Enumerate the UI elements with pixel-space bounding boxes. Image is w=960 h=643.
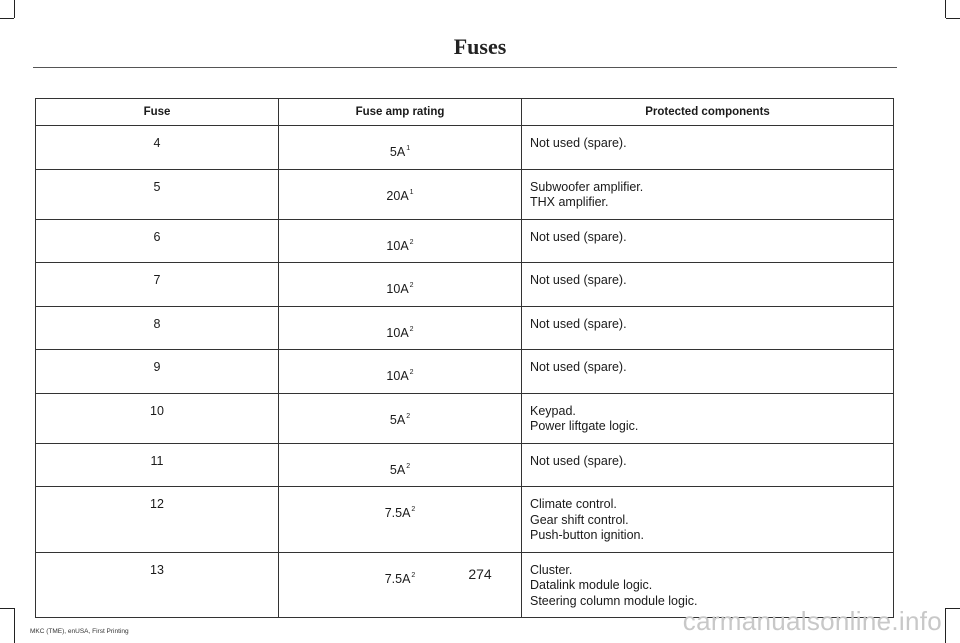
table-row: [36, 306, 894, 350]
footnote-marker: 2: [411, 571, 416, 579]
component-line: Steering column module logic.: [530, 593, 698, 608]
fuse-amp-rating: [279, 487, 522, 553]
crop-mark-bottom-left-v: [14, 608, 15, 643]
crop-mark-top-left-h: [0, 18, 14, 19]
fuse-number: 8: [36, 306, 279, 350]
protected-components: [522, 169, 894, 219]
footnote-marker: 2: [409, 238, 414, 246]
page-title: Fuses: [453, 34, 507, 59]
page-number: 274: [468, 566, 492, 582]
amp-value: 10A: [386, 282, 409, 296]
component-line: Gear shift control.: [530, 512, 629, 527]
amp-value: 20A: [386, 188, 409, 203]
fuse-number: 12: [36, 487, 279, 553]
fuse-number: 6: [36, 219, 279, 263]
amp-value: 7.5A: [384, 506, 411, 520]
fuse-amp-rating: [279, 393, 522, 443]
footnote-marker: 2: [409, 282, 414, 289]
component-line: Datalink module logic.: [530, 578, 653, 592]
footnote-marker: 2: [409, 325, 414, 333]
table-row: [36, 263, 894, 307]
component-line: Not used (spare).: [530, 360, 627, 374]
crop-mark-bottom-right-h: [946, 608, 960, 609]
fuse-table: [35, 98, 894, 618]
fuse-amp-rating: [279, 263, 522, 307]
protected-components: [522, 306, 894, 350]
component-line: Cluster.: [530, 562, 573, 577]
crop-mark-top-right-h: [946, 18, 960, 19]
crop-mark-bottom-right-v: [945, 608, 946, 643]
fuse-number: 5: [36, 169, 279, 219]
table-body: [36, 126, 894, 618]
component-line: THX amplifier.: [530, 195, 609, 209]
table-row: [36, 126, 894, 170]
component-line: Keypad.: [530, 403, 576, 418]
amp-value: 5A: [389, 412, 406, 427]
fuse-number: 10: [36, 393, 279, 443]
fuse-amp-rating: [279, 126, 522, 170]
component-line: Climate control.: [530, 497, 617, 511]
table-row: [36, 443, 894, 487]
component-line: Not used (spare).: [530, 273, 627, 287]
amp-value: 10A: [386, 369, 409, 383]
header-fuse: Fuse: [36, 99, 279, 126]
table-row: [36, 169, 894, 219]
protected-components: [522, 350, 894, 394]
footnote-marker: 2: [409, 369, 414, 376]
amp-value: 7.5A: [384, 571, 411, 586]
footnote-marker: 2: [406, 462, 411, 470]
amp-value: 10A: [386, 238, 409, 253]
fuse-amp-rating: [279, 552, 522, 618]
component-line: Not used (spare).: [530, 453, 627, 468]
table-row: [36, 219, 894, 263]
title-rule: [33, 67, 897, 68]
amp-value: 10A: [386, 325, 409, 340]
fuse-number: 9: [36, 350, 279, 394]
table-row: [36, 350, 894, 394]
amp-value: 5A: [389, 462, 406, 477]
footer-text: MKC (TME), enUSA, First Printing: [30, 628, 129, 635]
protected-components: [522, 219, 894, 263]
fuse-number: 11: [36, 443, 279, 487]
component-line: Push-button ignition.: [530, 528, 644, 542]
protected-components: [522, 443, 894, 487]
component-line: Not used (spare).: [530, 136, 627, 150]
fuse-amp-rating: [279, 169, 522, 219]
component-line: Power liftgate logic.: [530, 419, 639, 433]
table-row: [36, 393, 894, 443]
header-protected-components: Protected components: [522, 99, 894, 126]
fuse-amp-rating: [279, 219, 522, 263]
fuse-amp-rating: [279, 306, 522, 350]
fuse-number: 7: [36, 263, 279, 307]
protected-components: [522, 126, 894, 170]
footnote-marker: 1: [406, 145, 411, 152]
crop-mark-top-right-v: [945, 0, 946, 18]
protected-components: [522, 487, 894, 553]
footnote-marker: 2: [406, 412, 411, 420]
table-row: [36, 487, 894, 553]
protected-components: [522, 263, 894, 307]
fuse-number: 13: [36, 552, 279, 618]
fuse-amp-rating: [279, 350, 522, 394]
watermark: carmanualsonline.info: [682, 606, 942, 636]
protected-components: [522, 393, 894, 443]
footnote-marker: 1: [409, 188, 414, 196]
fuse-number: 4: [36, 126, 279, 170]
component-line: Subwoofer amplifier.: [530, 179, 644, 194]
table-header-row: [36, 99, 894, 126]
amp-value: 5A: [389, 145, 406, 159]
component-line: Not used (spare).: [530, 229, 627, 244]
header-fuse-amp-rating: Fuse amp rating: [279, 99, 522, 126]
component-line: Not used (spare).: [530, 316, 627, 331]
footnote-marker: 2: [411, 506, 416, 513]
crop-mark-bottom-left-h: [0, 608, 14, 609]
crop-mark-top-left-v: [14, 0, 15, 18]
fuse-amp-rating: [279, 443, 522, 487]
